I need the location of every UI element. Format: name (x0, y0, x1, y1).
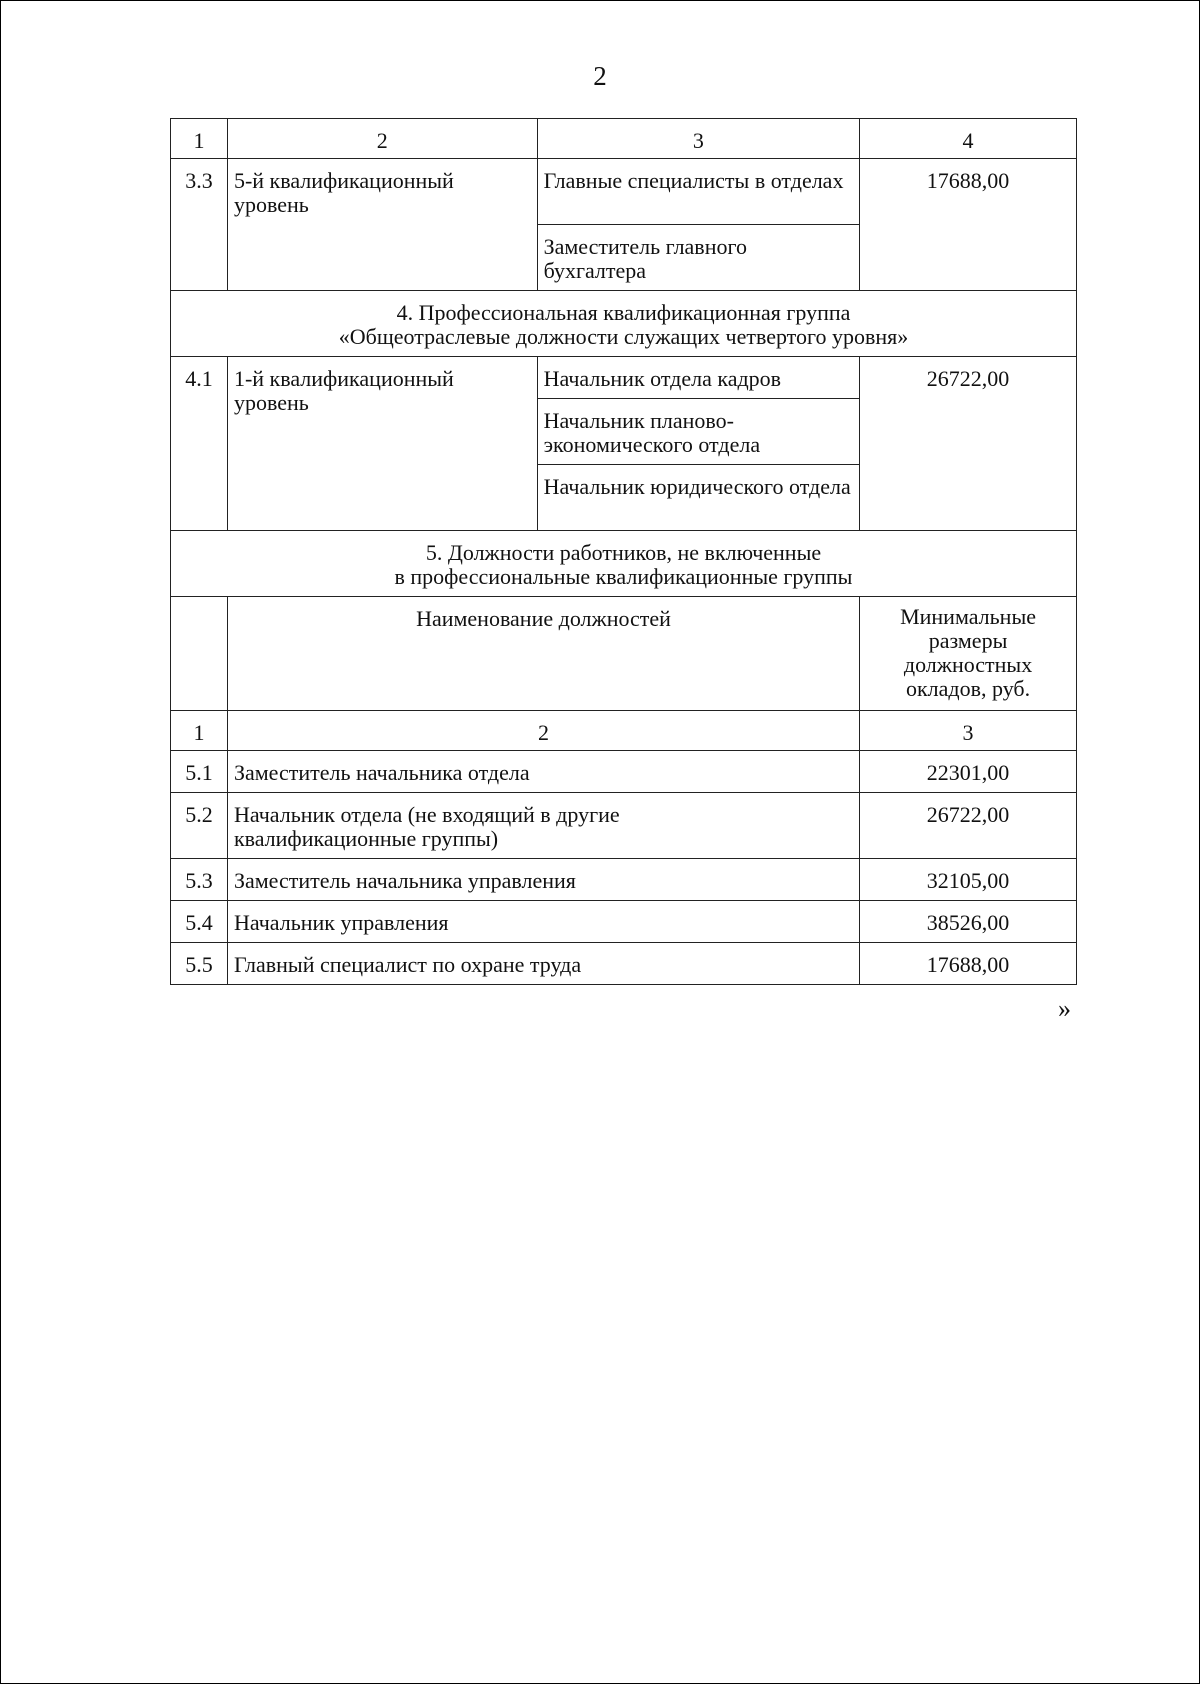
column-number: 2 (227, 119, 537, 159)
position-name-header: Наименование должностей (227, 597, 859, 711)
closing-quote-mark: » (1058, 994, 1071, 1023)
section-5-title (171, 531, 1077, 597)
column-number: 1 (171, 711, 228, 751)
salary-value: 22301,00 (860, 751, 1077, 793)
row-number: 5.2 (171, 793, 228, 859)
section-4-title-line: «Общеотраслевые должности служащих четвертого уровня» (338, 324, 909, 349)
table-row (171, 943, 1077, 985)
position-name: Начальник управления (227, 901, 859, 943)
position-name: Заместитель главного бухгалтера (537, 225, 860, 291)
column-number: 2 (227, 711, 859, 751)
table-row (171, 357, 1077, 399)
column-number: 1 (171, 119, 228, 159)
row-number: 5.5 (171, 943, 228, 985)
row-number: 5.1 (171, 751, 228, 793)
qualification-level: 1-й квалификационный уровень (227, 357, 537, 531)
position-name: Начальник отдела кадров (537, 357, 860, 399)
section-title-row (171, 531, 1077, 597)
position-name: Главные специалисты в отделах (537, 159, 860, 225)
positions-table (170, 118, 1077, 985)
table-row (171, 159, 1077, 225)
column-number-row (171, 119, 1077, 159)
section-4-title (171, 291, 1077, 357)
section-4-title-line: 4. Профессиональная квалификационная группа (396, 300, 851, 325)
salary-value: 38526,00 (860, 901, 1077, 943)
section-5-column-number-row (171, 711, 1077, 751)
table-row (171, 901, 1077, 943)
position-name: Главный специалист по охране труда (227, 943, 859, 985)
position-name: Заместитель начальника управления (227, 859, 859, 901)
column-number: 3 (860, 711, 1077, 751)
position-name: Заместитель начальника отдела (227, 751, 859, 793)
page-number: 2 (593, 61, 607, 91)
qualification-level: 5-й квалификационный уровень (227, 159, 537, 291)
position-name: Начальник планово-экономического отдела (537, 399, 860, 465)
table-row (171, 793, 1077, 859)
column-number: 4 (860, 119, 1077, 159)
section-5-title-line: в профессиональные квалификационные группы (394, 564, 853, 589)
salary-value: 17688,00 (860, 943, 1077, 985)
row-number: 5.4 (171, 901, 228, 943)
salary-value: 17688,00 (860, 159, 1077, 291)
row-number: 4.1 (171, 357, 228, 531)
row-number: 3.3 (171, 159, 228, 291)
salary-value: 26722,00 (860, 793, 1077, 859)
table-row (171, 751, 1077, 793)
salary-header: Минимальные размеры должностных окладов, руб. (860, 597, 1077, 711)
position-name: Начальник юридического отдела (537, 465, 860, 531)
salary-value: 32105,00 (860, 859, 1077, 901)
salary-value: 26722,00 (860, 357, 1077, 531)
position-name: Начальник отдела (не входящий в другие квалификационные группы) (227, 793, 859, 859)
column-number: 3 (537, 119, 860, 159)
section-5-title-line: 5. Должности работников, не включенные (425, 540, 822, 565)
section-title-row (171, 291, 1077, 357)
table-row (171, 859, 1077, 901)
row-number: 5.3 (171, 859, 228, 901)
empty-cell (171, 597, 228, 711)
section-5-header-row (171, 597, 1077, 711)
